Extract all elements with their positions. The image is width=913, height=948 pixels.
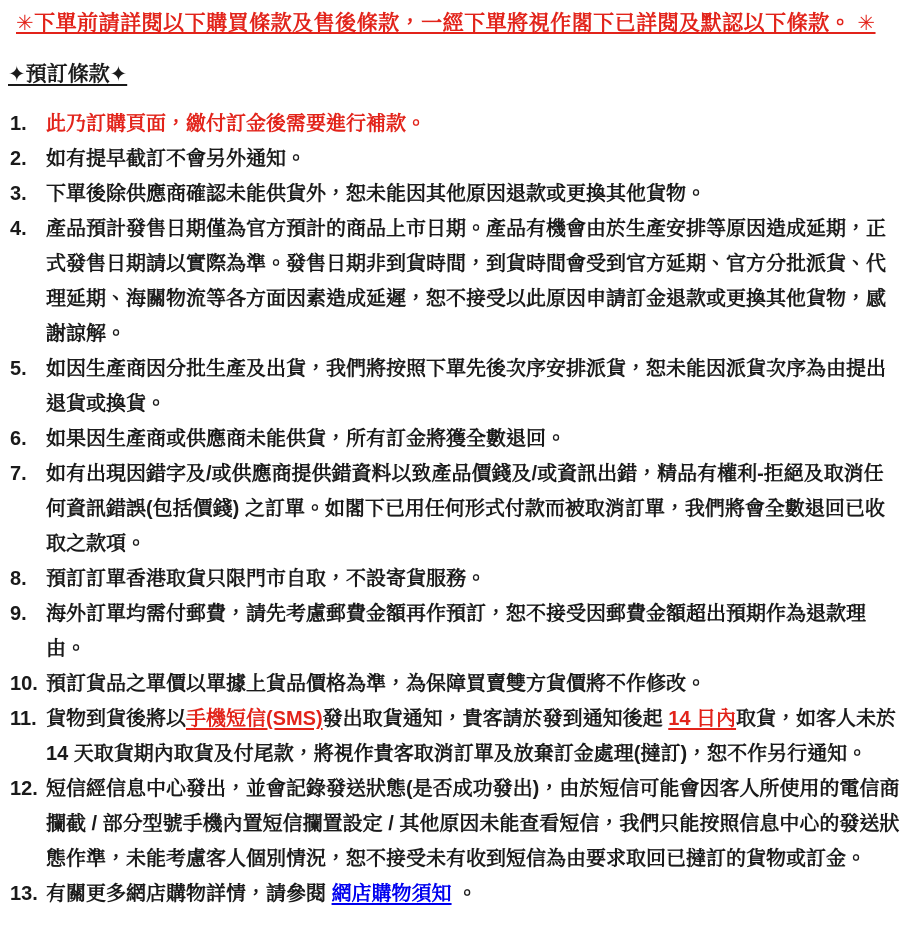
term-text: 短信經信息中心發出，並會記錄發送狀態(是否成功發出)，由於短信可能會因客人所使用的電信商攔截 / 部分型號手機內置短信攔置設定 / 其他原因未能查看短信，我們只能按照信息中心的發送狀態作準，未能考慮客人個別情況，恕不接受未有收到短信為由要求取回已撻訂的貨物或訂金。 (46, 778, 900, 870)
terms-list (8, 107, 903, 912)
shop-guide-link[interactable]: 網店購物須知 (331, 883, 452, 905)
term-number: 6. (10, 428, 27, 450)
notice-banner: ✳下單前請詳閱以下購買條款及售後條款，一經下單將視作閣下已詳閱及默認以下條款。 ✳ (16, 12, 876, 35)
term-item-11 (8, 702, 903, 772)
term-text: 海外訂單均需付郵費，請先考慮郵費金額再作預訂，恕不接受因郵費金額超出預期作為退款理由。 (46, 603, 866, 660)
term-item-9 (8, 597, 903, 667)
term-number: 4. (10, 218, 27, 240)
pickup-deadline-highlight: 14 日內 (668, 708, 737, 730)
term-item-1 (8, 107, 903, 142)
term-item-4 (8, 212, 903, 352)
sms-notice-highlight: 手機短信(SMS) (186, 708, 323, 730)
term-number: 12. (10, 778, 38, 800)
term-text: 如有提早截訂不會另外通知。 (46, 148, 306, 170)
term-item-8 (8, 562, 903, 597)
term-text: 如因生產商因分批生產及出貨，我們將按照下單先後次序安排派貨，恕未能因派貨次序為由提出退貨或換貨。 (46, 358, 886, 415)
term-number: 3. (10, 183, 27, 205)
term-text-red: 此乃訂購頁面，繳付訂金後需要進行補款。 (46, 113, 426, 135)
term-text: 有關更多網店購物詳情，請參閱 (46, 883, 332, 905)
term-item-10 (8, 667, 903, 702)
term-text: 預訂訂單香港取貨只限門市自取，不設寄貨服務。 (46, 568, 486, 590)
term-number: 7. (10, 463, 27, 485)
term-number: 1. (10, 113, 27, 135)
term-text: 預訂貨品之單價以單據上貨品價格為準，為保障買賣雙方貨價將不作修改。 (46, 673, 706, 695)
term-item-12 (8, 772, 903, 877)
term-text: 貨物到貨後將以 (46, 708, 186, 730)
term-text: 下單後除供應商確認未能供貨外，恕未能因其他原因退款或更換其他貨物。 (46, 183, 706, 205)
term-item-13 (8, 877, 903, 912)
term-item-6 (8, 422, 903, 457)
term-text: 如果因生產商或供應商未能供貨，所有訂金將獲全數退回。 (46, 428, 566, 450)
term-item-5 (8, 352, 903, 422)
term-item-7 (8, 457, 903, 562)
term-number: 10. (10, 673, 38, 695)
term-item-2 (8, 142, 903, 177)
term-number: 11. (10, 708, 37, 730)
term-number: 5. (10, 358, 27, 380)
term-number: 9. (10, 603, 27, 625)
term-text: 取貨，如客人未於 14 天取貨期內取貨及付尾款，將視作貴客取消訂單及放棄訂金處理(撻訂)，恕不作另行通知。 (46, 708, 897, 765)
term-text: 如有出現因錯字及/或供應商提供錯資料以致產品價錢及/或資訊出錯，精品有權利-拒絕及取消任何資訊錯誤(包括價錢) 之訂單。如閣下已用任何形式付款而被取消訂單，我們將會全數退回已收取之款項。 (46, 463, 885, 555)
term-number: 13. (10, 883, 38, 905)
term-number: 2. (10, 148, 27, 170)
section-heading-preorder-terms (8, 62, 903, 88)
term-number: 8. (10, 568, 27, 590)
term-text: 。 (451, 883, 478, 905)
term-item-3 (8, 177, 903, 212)
term-text: 產品預計發售日期僅為官方預計的商品上市日期。產品有機會由於生產安排等原因造成延期，正式發售日期請以實際為準。發售日期非到貨時間，到貨時間會受到官方延期、官方分批派貨、代理延期、海關物流等各方面因素造成延遲，恕不接受以此原因申請訂金退款或更換其他貨物，感謝諒解。 (46, 218, 886, 345)
section-heading-text: ✦預訂條款✦ (8, 63, 128, 86)
term-text: 發出取貨通知，貴客請於發到通知後起 (322, 708, 669, 730)
